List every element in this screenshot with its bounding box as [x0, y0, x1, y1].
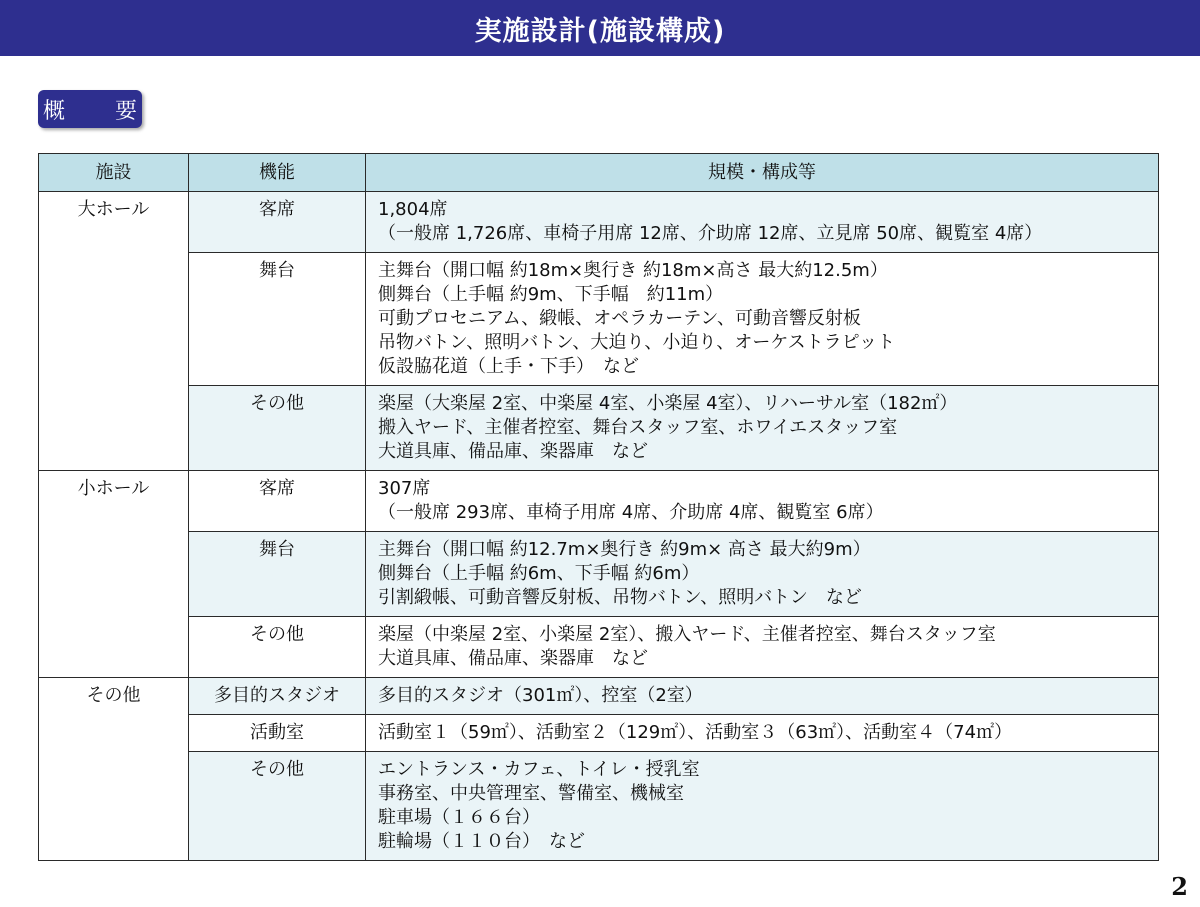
spec-cell — [366, 715, 1159, 752]
function-cell: 客席 — [189, 471, 366, 532]
spec-line: 側舞台（上手幅 約9m、下手幅 約11m） — [378, 284, 724, 305]
table-row — [39, 253, 1159, 386]
column-header-facility: 施設 — [39, 154, 189, 192]
spec-line: 楽屋（中楽屋 2室、小楽屋 2室）、搬入ヤード、主催者控室、舞台スタッフ室 — [378, 624, 996, 645]
spec-line: エントランス・カフェ、トイレ・授乳室 — [378, 759, 700, 780]
function-cell: その他 — [189, 752, 366, 861]
spec-cell — [366, 617, 1159, 678]
function-cell: 多目的スタジオ — [189, 678, 366, 715]
spec-cell — [366, 532, 1159, 617]
spec-line: 駐車場（１６６台） — [378, 807, 540, 828]
page-header — [0, 0, 1200, 56]
table-row — [39, 617, 1159, 678]
function-cell: その他 — [189, 617, 366, 678]
spec-line: 搬入ヤード、主催者控室、舞台スタッフ室、ホワイエスタッフ室 — [378, 417, 898, 438]
spec-line: 大道具庫、備品庫、楽器庫 など — [378, 441, 648, 462]
spec-line: 可動プロセニアム、緞帳、オペラカーテン、可動音響反射板 — [378, 308, 861, 329]
spec-cell — [366, 192, 1159, 253]
spec-cell — [366, 678, 1159, 715]
spec-line: （一般席 293席、車椅子用席 4席、介助席 4席、観覧室 6席） — [378, 502, 884, 523]
function-cell: その他 — [189, 386, 366, 471]
spec-line: （一般席 1,726席、車椅子用席 12席、介助席 12席、立見席 50席、観覧室 4席） — [378, 223, 1043, 244]
page-title: 実施設計(施設構成) — [474, 15, 726, 47]
facility-table — [38, 153, 1159, 861]
spec-line: 307席 — [378, 478, 431, 499]
function-cell: 客席 — [189, 192, 366, 253]
table-row — [39, 752, 1159, 861]
spec-cell — [366, 752, 1159, 861]
table-row — [39, 715, 1159, 752]
table-row — [39, 192, 1159, 253]
facility-cell-other: その他 — [39, 678, 189, 861]
function-cell: 活動室 — [189, 715, 366, 752]
table-row — [39, 471, 1159, 532]
spec-line: 吊物バトン、照明バトン、大迫り、小迫り、オーケストラピット — [378, 332, 895, 353]
table-row — [39, 532, 1159, 617]
spec-line: 1,804席 — [378, 199, 448, 220]
spec-line: 側舞台（上手幅 約6m、下手幅 約6m） — [378, 563, 700, 584]
spec-line: 引割緞帳、可動音響反射板、吊物バトン、照明バトン など — [378, 587, 862, 608]
table-row — [39, 678, 1159, 715]
function-cell: 舞台 — [189, 253, 366, 386]
section-badge — [38, 90, 151, 128]
spec-line: 大道具庫、備品庫、楽器庫 など — [378, 648, 648, 669]
spec-line: 楽屋（大楽屋 2室、中楽屋 4室、小楽屋 4室）、リハーサル室（182㎡） — [378, 393, 958, 414]
table-header-row — [39, 154, 1159, 192]
column-header-function: 機能 — [189, 154, 366, 192]
page-number: 2 — [1171, 872, 1188, 901]
facility-cell-small-hall: 小ホール — [39, 471, 189, 678]
spec-line: 主舞台（開口幅 約12.7m×奥行き 約9m× 高さ 最大約9m） — [378, 539, 871, 560]
spec-line: 多目的スタジオ（301㎡）、控室（2室） — [378, 685, 703, 706]
spec-cell — [366, 471, 1159, 532]
function-cell: 舞台 — [189, 532, 366, 617]
spec-line: 駐輪場（１１０台） など — [378, 831, 585, 852]
table-row — [39, 386, 1159, 471]
spec-line: 活動室１（59㎡）、活動室２（129㎡）、活動室３（63㎡）、活動室４（74㎡） — [378, 722, 1013, 743]
facility-cell-large-hall: 大ホール — [39, 192, 189, 471]
spec-line: 事務室、中央管理室、警備室、機械室 — [378, 783, 684, 804]
spec-cell — [366, 253, 1159, 386]
spec-cell — [366, 386, 1159, 471]
spec-line: 主舞台（開口幅 約18m×奥行き 約18m×高さ 最大約12.5m） — [378, 260, 888, 281]
spec-line: 仮設脇花道（上手・下手） など — [378, 356, 639, 377]
section-badge-label: 概 要 — [42, 98, 151, 124]
column-header-scale: 規模・構成等 — [366, 154, 1159, 192]
